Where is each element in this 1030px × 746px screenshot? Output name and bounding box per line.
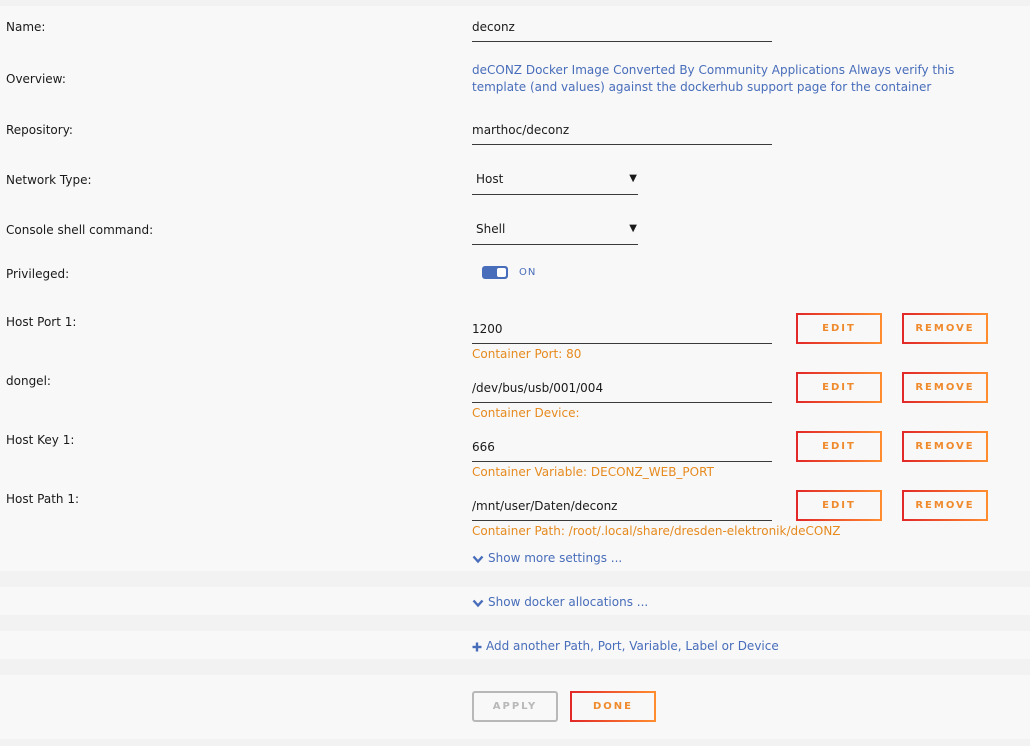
host-port-input[interactable]: 1200 (472, 322, 772, 344)
chevron-down-icon (472, 554, 484, 564)
console-shell-label: Console shell command: (6, 223, 154, 237)
edit-button[interactable]: EDIT (796, 313, 882, 344)
remove-button[interactable]: REMOVE (902, 372, 988, 403)
repository-input[interactable]: marthoc/deconz (472, 123, 772, 145)
privileged-state: ON (519, 267, 537, 278)
remove-button[interactable]: REMOVE (902, 313, 988, 344)
show-docker-allocations-link[interactable] (472, 595, 648, 609)
dongel-input[interactable]: /dev/bus/usb/001/004 (472, 381, 772, 403)
overview-label: Overview: (6, 72, 66, 86)
config-label: dongel: (6, 374, 51, 388)
edit-button[interactable]: EDIT (796, 490, 882, 521)
network-type-label: Network Type: (6, 173, 92, 187)
toggle-knob (497, 268, 506, 277)
caret-down-icon: ▼ (629, 223, 637, 234)
repository-label: Repository: (6, 123, 73, 137)
config-hint: Container Path: /root/.local/share/dresden-elektronik/deCONZ (472, 524, 841, 538)
config-label: Host Port 1: (6, 315, 77, 329)
show-more-settings-text: Show more settings ... (488, 551, 623, 565)
add-config-link[interactable] (472, 639, 779, 653)
show-more-settings-link[interactable] (472, 551, 622, 565)
config-label: Host Key 1: (6, 433, 75, 447)
caret-down-icon: ▼ (629, 173, 637, 184)
privileged-label: Privileged: (6, 267, 70, 281)
add-config-text: Add another Path, Port, Variable, Label or Device (486, 639, 779, 653)
config-label: Host Path 1: (6, 492, 79, 506)
privileged-toggle[interactable] (482, 266, 508, 279)
console-shell-select[interactable] (472, 222, 638, 245)
overview-text: deCONZ Docker Image Converted By Community Applications Always verify this template (and values) against the dockerhub support page for the container (472, 63, 955, 94)
remove-button[interactable]: REMOVE (902, 490, 988, 521)
config-hint: Container Device: (472, 406, 580, 420)
name-input[interactable]: deconz (472, 20, 772, 42)
edit-button[interactable]: EDIT (796, 431, 882, 462)
config-hint: Container Variable: DECONZ_WEB_PORT (472, 465, 714, 479)
edit-button[interactable]: EDIT (796, 372, 882, 403)
config-hint: Container Port: 80 (472, 347, 582, 361)
remove-button[interactable]: REMOVE (902, 431, 988, 462)
host-key-input[interactable]: 666 (472, 440, 772, 462)
plus-icon (472, 642, 482, 652)
name-label: Name: (6, 20, 46, 34)
done-button[interactable]: DONE (570, 691, 656, 722)
network-type-value: Host (476, 172, 504, 186)
show-docker-allocations-text: Show docker allocations ... (488, 595, 649, 609)
console-shell-value: Shell (476, 222, 506, 236)
network-type-select[interactable] (472, 172, 638, 195)
host-path-input[interactable]: /mnt/user/Daten/deconz (472, 499, 772, 521)
chevron-down-icon (472, 598, 484, 608)
apply-button[interactable]: APPLY (472, 691, 558, 722)
